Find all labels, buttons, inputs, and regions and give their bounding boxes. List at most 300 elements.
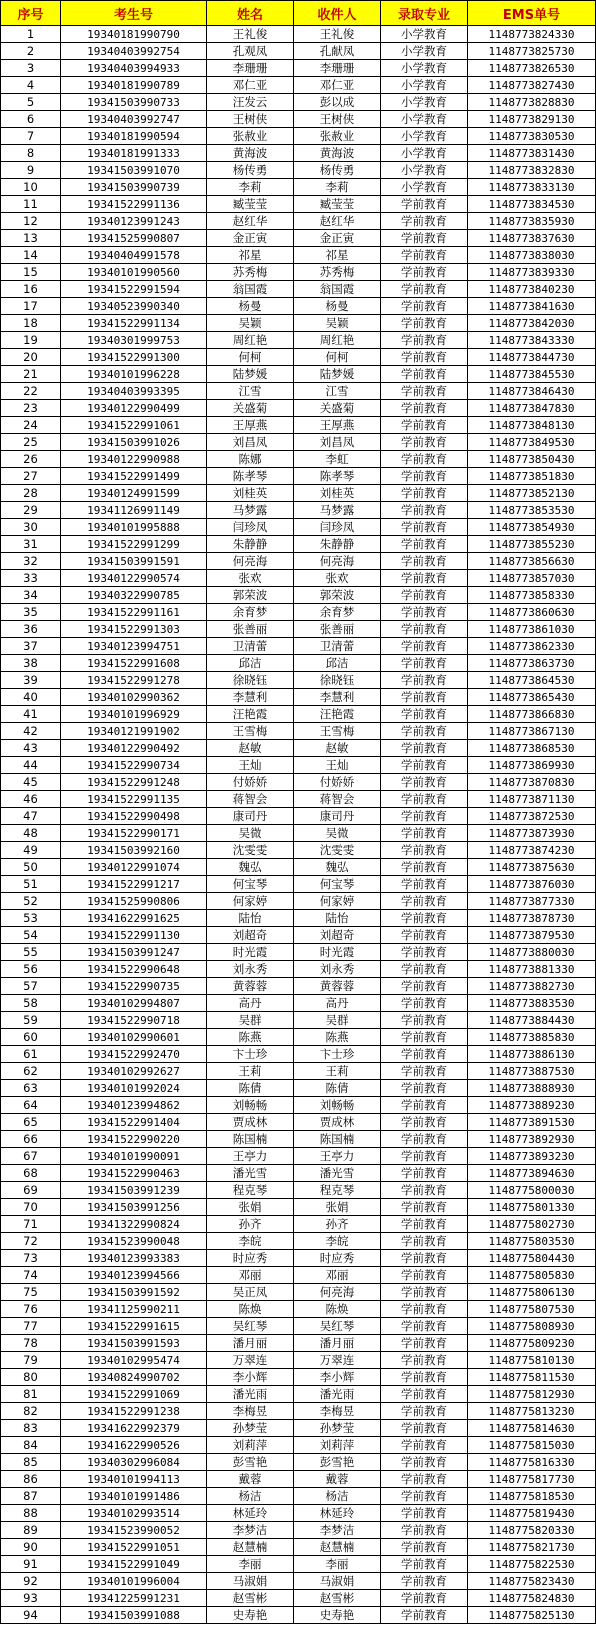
table-row	[1, 485, 596, 502]
cell-ems-number: 1148773833130	[468, 179, 596, 196]
table-row	[1, 1114, 596, 1131]
table-row	[1, 706, 596, 723]
cell-name: 杨洁	[207, 1488, 294, 1505]
header-name: 姓名	[207, 1, 294, 26]
cell-major: 学前教育	[381, 910, 468, 927]
cell-exam-id: 19341522991069	[61, 1386, 207, 1403]
table-row	[1, 1556, 596, 1573]
cell-exam-id: 19341522990498	[61, 808, 207, 825]
cell-recipient: 赵红华	[294, 213, 381, 230]
cell-exam-id: 19341522991061	[61, 417, 207, 434]
cell-recipient: 时应秀	[294, 1250, 381, 1267]
cell-major: 学前教育	[381, 621, 468, 638]
cell-name: 陈国楠	[207, 1131, 294, 1148]
cell-exam-id: 19341503991592	[61, 1284, 207, 1301]
table-row	[1, 1590, 596, 1607]
table-row	[1, 1267, 596, 1284]
cell-recipient: 张善丽	[294, 621, 381, 638]
cell-major: 学前教育	[381, 298, 468, 315]
cell-exam-id: 19341503992160	[61, 842, 207, 859]
cell-recipient: 贾成林	[294, 1114, 381, 1131]
cell-ems-number: 1148773857030	[468, 570, 596, 587]
cell-major: 学前教育	[381, 893, 468, 910]
cell-recipient: 邱洁	[294, 655, 381, 672]
table-row	[1, 213, 596, 230]
cell-index: 3	[1, 60, 61, 77]
cell-exam-id: 19340403993395	[61, 383, 207, 400]
cell-name: 吴正凤	[207, 1284, 294, 1301]
cell-recipient: 潘光雨	[294, 1386, 381, 1403]
cell-major: 学前教育	[381, 774, 468, 791]
cell-index: 47	[1, 808, 61, 825]
cell-ems-number: 1148775811530	[468, 1369, 596, 1386]
cell-major: 学前教育	[381, 1097, 468, 1114]
cell-name: 赵雪彬	[207, 1590, 294, 1607]
cell-ems-number: 1148773851830	[468, 468, 596, 485]
cell-ems-number: 1148773852130	[468, 485, 596, 502]
cell-name: 金正寅	[207, 230, 294, 247]
cell-ems-number: 1148773831430	[468, 145, 596, 162]
cell-exam-id: 19341525990807	[61, 230, 207, 247]
cell-index: 90	[1, 1539, 61, 1556]
cell-ems-number: 1148773832830	[468, 162, 596, 179]
cell-exam-id: 19340123991243	[61, 213, 207, 230]
cell-exam-id: 19341522991130	[61, 927, 207, 944]
cell-index: 71	[1, 1216, 61, 1233]
cell-exam-id: 19340122990499	[61, 400, 207, 417]
cell-index: 84	[1, 1437, 61, 1454]
cell-index: 44	[1, 757, 61, 774]
cell-exam-id: 19341522990220	[61, 1131, 207, 1148]
cell-exam-id: 19340101991486	[61, 1488, 207, 1505]
cell-index: 24	[1, 417, 61, 434]
cell-exam-id: 19341522990718	[61, 1012, 207, 1029]
cell-index: 4	[1, 77, 61, 94]
cell-major: 学前教育	[381, 706, 468, 723]
cell-ems-number: 1148773841630	[468, 298, 596, 315]
cell-exam-id: 19340102993514	[61, 1505, 207, 1522]
cell-exam-id: 19341522991615	[61, 1318, 207, 1335]
cell-recipient: 卫清蕾	[294, 638, 381, 655]
cell-ems-number: 1148773880030	[468, 944, 596, 961]
cell-name: 闫珍凤	[207, 519, 294, 536]
cell-recipient: 李梅昱	[294, 1403, 381, 1420]
cell-ems-number: 1148773843330	[468, 332, 596, 349]
cell-ems-number: 1148773869930	[468, 757, 596, 774]
cell-name: 孙齐	[207, 1216, 294, 1233]
table-row	[1, 315, 596, 332]
table-row	[1, 230, 596, 247]
cell-ems-number: 1148773894630	[468, 1165, 596, 1182]
cell-major: 学前教育	[381, 1318, 468, 1335]
cell-major: 学前教育	[381, 1607, 468, 1624]
cell-recipient: 张赦业	[294, 128, 381, 145]
cell-major: 学前教育	[381, 332, 468, 349]
cell-major: 学前教育	[381, 1437, 468, 1454]
table-row	[1, 1505, 596, 1522]
cell-ems-number: 1148775807530	[468, 1301, 596, 1318]
cell-recipient: 孙梦莹	[294, 1420, 381, 1437]
table-row	[1, 910, 596, 927]
cell-name: 杨传勇	[207, 162, 294, 179]
cell-index: 17	[1, 298, 61, 315]
cell-index: 92	[1, 1573, 61, 1590]
table-row	[1, 349, 596, 366]
cell-major: 学前教育	[381, 451, 468, 468]
cell-exam-id: 19341503991026	[61, 434, 207, 451]
cell-index: 80	[1, 1369, 61, 1386]
cell-exam-id: 19340101990091	[61, 1148, 207, 1165]
cell-recipient: 孔献凤	[294, 43, 381, 60]
cell-index: 35	[1, 604, 61, 621]
cell-index: 48	[1, 825, 61, 842]
cell-index: 42	[1, 723, 61, 740]
cell-name: 陆怡	[207, 910, 294, 927]
cell-exam-id: 19340102995474	[61, 1352, 207, 1369]
cell-ems-number: 1148773847830	[468, 400, 596, 417]
cell-recipient: 彭雪艳	[294, 1454, 381, 1471]
cell-exam-id: 19341522991499	[61, 468, 207, 485]
cell-index: 81	[1, 1386, 61, 1403]
cell-index: 82	[1, 1403, 61, 1420]
cell-name: 张欢	[207, 570, 294, 587]
cell-recipient: 孙齐	[294, 1216, 381, 1233]
cell-index: 37	[1, 638, 61, 655]
cell-index: 32	[1, 553, 61, 570]
header-major: 录取专业	[381, 1, 468, 26]
cell-ems-number: 1148773830530	[468, 128, 596, 145]
cell-major: 学前教育	[381, 655, 468, 672]
cell-index: 60	[1, 1029, 61, 1046]
table-row	[1, 1046, 596, 1063]
header-exam-id: 考生号	[61, 1, 207, 26]
cell-ems-number: 1148773886130	[468, 1046, 596, 1063]
cell-recipient: 黄海波	[294, 145, 381, 162]
cell-exam-id: 19341522991049	[61, 1556, 207, 1573]
table-row	[1, 264, 596, 281]
cell-recipient: 潘光雪	[294, 1165, 381, 1182]
cell-major: 学前教育	[381, 944, 468, 961]
cell-name: 陆梦媛	[207, 366, 294, 383]
cell-index: 34	[1, 587, 61, 604]
cell-index: 64	[1, 1097, 61, 1114]
table-row	[1, 791, 596, 808]
cell-exam-id: 19341522991135	[61, 791, 207, 808]
cell-name: 何亮海	[207, 553, 294, 570]
cell-ems-number: 1148773837630	[468, 230, 596, 247]
cell-ems-number: 1148773828830	[468, 94, 596, 111]
cell-name: 卫清蕾	[207, 638, 294, 655]
cell-ems-number: 1148773835930	[468, 213, 596, 230]
cell-exam-id: 19341503991088	[61, 1607, 207, 1624]
cell-ems-number: 1148775808930	[468, 1318, 596, 1335]
cell-recipient: 魏弘	[294, 859, 381, 876]
cell-recipient: 陈倩	[294, 1080, 381, 1097]
cell-index: 93	[1, 1590, 61, 1607]
cell-major: 小学教育	[381, 162, 468, 179]
cell-recipient: 郭荣波	[294, 587, 381, 604]
cell-exam-id: 19340403992754	[61, 43, 207, 60]
cell-major: 学前教育	[381, 587, 468, 604]
cell-ems-number: 1148773856630	[468, 553, 596, 570]
cell-name: 王礼俊	[207, 26, 294, 43]
table-row	[1, 1165, 596, 1182]
cell-recipient: 康司丹	[294, 808, 381, 825]
table-row	[1, 1318, 596, 1335]
cell-recipient: 刘永秀	[294, 961, 381, 978]
cell-ems-number: 1148773891530	[468, 1114, 596, 1131]
cell-name: 江雪	[207, 383, 294, 400]
cell-ems-number: 1148773892930	[468, 1131, 596, 1148]
cell-name: 赵红华	[207, 213, 294, 230]
cell-index: 73	[1, 1250, 61, 1267]
cell-index: 51	[1, 876, 61, 893]
cell-name: 苏秀梅	[207, 264, 294, 281]
cell-index: 1	[1, 26, 61, 43]
cell-index: 55	[1, 944, 61, 961]
cell-name: 沈雯雯	[207, 842, 294, 859]
cell-recipient: 何亮海	[294, 553, 381, 570]
cell-name: 王莉	[207, 1063, 294, 1080]
cell-exam-id: 19341522990735	[61, 978, 207, 995]
cell-exam-id: 19340101994113	[61, 1471, 207, 1488]
table-row	[1, 587, 596, 604]
cell-recipient: 李虹	[294, 451, 381, 468]
table-row	[1, 1539, 596, 1556]
cell-exam-id: 19340122990492	[61, 740, 207, 757]
cell-name: 黄海波	[207, 145, 294, 162]
cell-ems-number: 1148773854930	[468, 519, 596, 536]
cell-index: 45	[1, 774, 61, 791]
cell-name: 李小辉	[207, 1369, 294, 1386]
cell-recipient: 李皖	[294, 1233, 381, 1250]
cell-major: 学前教育	[381, 1216, 468, 1233]
cell-name: 邱洁	[207, 655, 294, 672]
cell-name: 潘光雪	[207, 1165, 294, 1182]
table-row	[1, 400, 596, 417]
cell-recipient: 张娟	[294, 1199, 381, 1216]
cell-recipient: 时光霞	[294, 944, 381, 961]
table-row	[1, 536, 596, 553]
cell-recipient: 周红艳	[294, 332, 381, 349]
cell-major: 学前教育	[381, 1131, 468, 1148]
cell-name: 邓丽	[207, 1267, 294, 1284]
cell-recipient: 程克琴	[294, 1182, 381, 1199]
cell-recipient: 余育梦	[294, 604, 381, 621]
cell-index: 11	[1, 196, 61, 213]
cell-exam-id: 19340122991074	[61, 859, 207, 876]
cell-major: 学前教育	[381, 400, 468, 417]
table-row	[1, 961, 596, 978]
header-ems-number: EMS单号	[468, 1, 596, 26]
table-row	[1, 995, 596, 1012]
cell-exam-id: 19340404991578	[61, 247, 207, 264]
table-row	[1, 1131, 596, 1148]
cell-ems-number: 1148775805830	[468, 1267, 596, 1284]
cell-name: 刘永秀	[207, 961, 294, 978]
cell-exam-id: 19340181990790	[61, 26, 207, 43]
table-row	[1, 417, 596, 434]
cell-major: 学前教育	[381, 1029, 468, 1046]
table-row	[1, 111, 596, 128]
cell-name: 汪发云	[207, 94, 294, 111]
cell-recipient: 刘畅畅	[294, 1097, 381, 1114]
cell-name: 潘月丽	[207, 1335, 294, 1352]
table-row	[1, 1607, 596, 1624]
cell-name: 陈娜	[207, 451, 294, 468]
cell-recipient: 史寿艳	[294, 1607, 381, 1624]
cell-recipient: 杨曼	[294, 298, 381, 315]
cell-ems-number: 1148775802730	[468, 1216, 596, 1233]
cell-exam-id: 19340101996004	[61, 1573, 207, 1590]
cell-exam-id: 19341522991248	[61, 774, 207, 791]
cell-ems-number: 1148773868530	[468, 740, 596, 757]
cell-ems-number: 1148773885830	[468, 1029, 596, 1046]
cell-major: 学前教育	[381, 502, 468, 519]
cell-index: 46	[1, 791, 61, 808]
cell-major: 学前教育	[381, 1590, 468, 1607]
table-row	[1, 1182, 596, 1199]
cell-recipient: 李丽	[294, 1556, 381, 1573]
cell-name: 臧莹莹	[207, 196, 294, 213]
cell-recipient: 付娇娇	[294, 774, 381, 791]
cell-index: 94	[1, 1607, 61, 1624]
table-row	[1, 723, 596, 740]
cell-index: 49	[1, 842, 61, 859]
cell-exam-id: 19341522991299	[61, 536, 207, 553]
cell-name: 刘畅畅	[207, 1097, 294, 1114]
cell-exam-id: 19341522991238	[61, 1403, 207, 1420]
cell-recipient: 臧莹莹	[294, 196, 381, 213]
cell-recipient: 戴蓉	[294, 1471, 381, 1488]
cell-ems-number: 1148773863730	[468, 655, 596, 672]
cell-exam-id: 19340302996084	[61, 1454, 207, 1471]
cell-name: 万翠连	[207, 1352, 294, 1369]
cell-name: 张善丽	[207, 621, 294, 638]
cell-name: 时光霞	[207, 944, 294, 961]
cell-exam-id: 19341522992470	[61, 1046, 207, 1063]
cell-recipient: 吴颖	[294, 315, 381, 332]
cell-index: 66	[1, 1131, 61, 1148]
cell-ems-number: 1148775816330	[468, 1454, 596, 1471]
cell-major: 学前教育	[381, 264, 468, 281]
cell-ems-number: 1148773862330	[468, 638, 596, 655]
table-row	[1, 893, 596, 910]
cell-index: 15	[1, 264, 61, 281]
cell-index: 89	[1, 1522, 61, 1539]
table-row	[1, 1386, 596, 1403]
cell-ems-number: 1148775803530	[468, 1233, 596, 1250]
table-row	[1, 145, 596, 162]
cell-major: 小学教育	[381, 179, 468, 196]
cell-ems-number: 1148773829130	[468, 111, 596, 128]
cell-name: 吴红琴	[207, 1318, 294, 1335]
cell-name: 徐晓钰	[207, 672, 294, 689]
cell-exam-id: 19340124991599	[61, 485, 207, 502]
table-row	[1, 621, 596, 638]
cell-index: 19	[1, 332, 61, 349]
cell-ems-number: 1148773866830	[468, 706, 596, 723]
table-row	[1, 468, 596, 485]
cell-ems-number: 1148773871130	[468, 791, 596, 808]
cell-recipient: 王厚燕	[294, 417, 381, 434]
cell-major: 学前教育	[381, 536, 468, 553]
cell-name: 李丽	[207, 1556, 294, 1573]
cell-index: 85	[1, 1454, 61, 1471]
cell-exam-id: 19341622990526	[61, 1437, 207, 1454]
cell-index: 39	[1, 672, 61, 689]
cell-exam-id: 19340121991902	[61, 723, 207, 740]
table-row	[1, 1148, 596, 1165]
cell-name: 王树侠	[207, 111, 294, 128]
cell-recipient: 李梦洁	[294, 1522, 381, 1539]
cell-major: 学前教育	[381, 383, 468, 400]
cell-exam-id: 19340123993383	[61, 1250, 207, 1267]
cell-major: 学前教育	[381, 876, 468, 893]
table-row	[1, 179, 596, 196]
cell-recipient: 王亭力	[294, 1148, 381, 1165]
cell-major: 小学教育	[381, 145, 468, 162]
cell-major: 学前教育	[381, 1012, 468, 1029]
cell-name: 李皖	[207, 1233, 294, 1250]
cell-exam-id: 19341503991070	[61, 162, 207, 179]
cell-recipient: 高丹	[294, 995, 381, 1012]
cell-recipient: 陈燕	[294, 1029, 381, 1046]
table-row	[1, 434, 596, 451]
cell-index: 88	[1, 1505, 61, 1522]
cell-ems-number: 1148775825130	[468, 1607, 596, 1624]
cell-ems-number: 1148773825730	[468, 43, 596, 60]
table-row	[1, 944, 596, 961]
cell-ems-number: 1148773877330	[468, 893, 596, 910]
cell-ems-number: 1148773858330	[468, 587, 596, 604]
cell-ems-number: 1148773875630	[468, 859, 596, 876]
cell-ems-number: 1148773826530	[468, 60, 596, 77]
cell-ems-number: 1148775817730	[468, 1471, 596, 1488]
cell-ems-number: 1148775818530	[468, 1488, 596, 1505]
cell-exam-id: 19340301999753	[61, 332, 207, 349]
cell-name: 王雪梅	[207, 723, 294, 740]
cell-ems-number: 1148773870830	[468, 774, 596, 791]
cell-name: 付娇娇	[207, 774, 294, 791]
table-row	[1, 859, 596, 876]
table-row	[1, 60, 596, 77]
cell-ems-number: 1148773864530	[468, 672, 596, 689]
cell-major: 学前教育	[381, 196, 468, 213]
table-row	[1, 689, 596, 706]
cell-name: 卞士珍	[207, 1046, 294, 1063]
cell-name: 郭荣波	[207, 587, 294, 604]
cell-exam-id: 19341523990048	[61, 1233, 207, 1250]
cell-major: 学前教育	[381, 485, 468, 502]
cell-major: 学前教育	[381, 1250, 468, 1267]
cell-recipient: 黄蓉蓉	[294, 978, 381, 995]
table-row	[1, 1284, 596, 1301]
cell-recipient: 马淑娟	[294, 1573, 381, 1590]
cell-ems-number: 1148773850430	[468, 451, 596, 468]
cell-ems-number: 1148775824830	[468, 1590, 596, 1607]
cell-major: 小学教育	[381, 43, 468, 60]
table-row	[1, 876, 596, 893]
cell-recipient: 王莉	[294, 1063, 381, 1080]
cell-index: 87	[1, 1488, 61, 1505]
cell-index: 59	[1, 1012, 61, 1029]
cell-major: 学前教育	[381, 1539, 468, 1556]
cell-exam-id: 19341525990806	[61, 893, 207, 910]
cell-exam-id: 19340102990601	[61, 1029, 207, 1046]
cell-ems-number: 1148773855230	[468, 536, 596, 553]
table-row	[1, 740, 596, 757]
